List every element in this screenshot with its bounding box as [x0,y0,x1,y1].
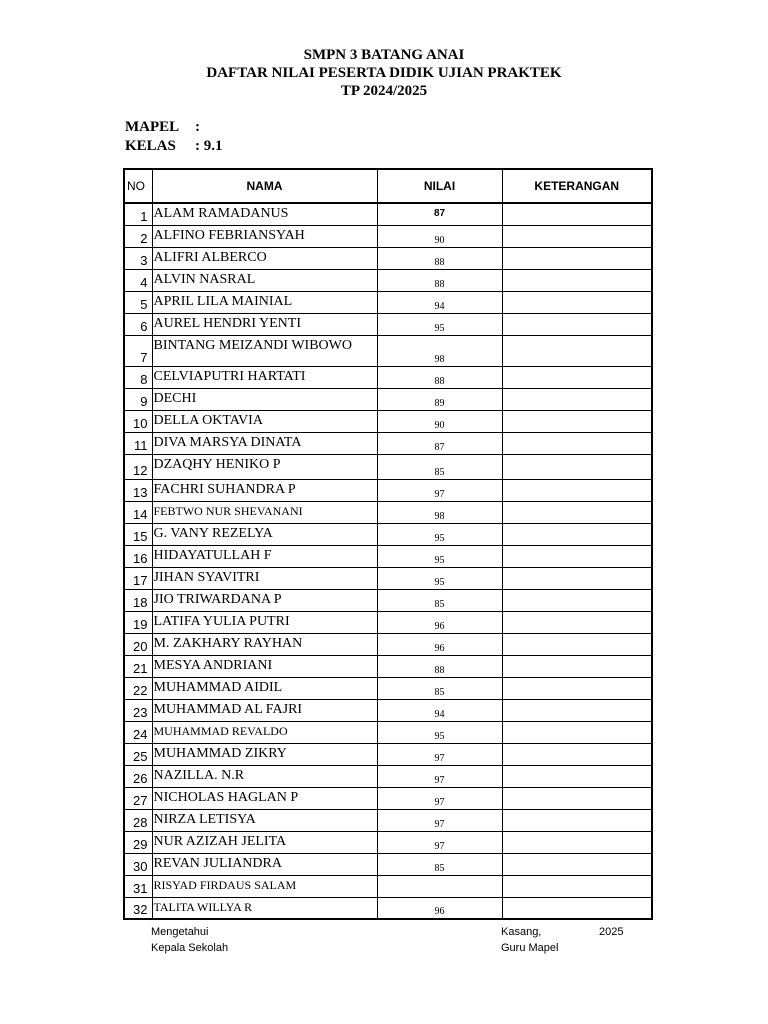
kelas-line [125,137,223,155]
row-number: 21 [124,655,152,677]
table-row [124,699,652,721]
student-name: FACHRI SUHANDRA P [152,479,377,501]
row-number: 24 [124,721,152,743]
table-row [124,809,652,831]
row-number: 4 [124,269,152,291]
row-number: 6 [124,313,152,335]
document-title: DAFTAR NILAI PESERTA DIDIK UJIAN PRAKTEK [206,65,562,81]
row-number: 27 [124,787,152,809]
student-name: DECHI [152,388,377,410]
student-remark [502,454,652,479]
student-name: RISYAD FIRDAUS SALAM [152,875,377,897]
header-no: NO [124,169,152,203]
student-name: REVAN JULIANDRA [152,853,377,875]
table-row [124,655,652,677]
table-row [124,410,652,432]
student-score: 85 [377,677,502,699]
row-number: 28 [124,809,152,831]
table-body [124,203,652,919]
student-remark [502,269,652,291]
student-remark [502,765,652,787]
student-score: 85 [377,853,502,875]
table-row [124,611,652,633]
table-row [124,567,652,589]
student-remark [502,432,652,454]
table-row [124,291,652,313]
footer-mengetahui: Mengetahui [151,926,209,938]
student-score [377,875,502,897]
student-remark [502,247,652,269]
table-row [124,203,652,225]
student-score: 97 [377,831,502,853]
row-number: 14 [124,501,152,523]
student-name: MUHAMMAD REVALDO [152,721,377,743]
student-score: 95 [377,313,502,335]
kelas-value: : 9.1 [195,138,223,154]
row-number: 26 [124,765,152,787]
row-number: 32 [124,897,152,919]
student-name: NAZILLA. N.R [152,765,377,787]
row-number: 10 [124,410,152,432]
table-row [124,523,652,545]
student-remark [502,291,652,313]
student-remark [502,655,652,677]
row-number: 25 [124,743,152,765]
student-score: 95 [377,721,502,743]
student-remark [502,313,652,335]
student-score: 88 [377,247,502,269]
header-nilai: NILAI [377,169,502,203]
table-row [124,831,652,853]
student-remark [502,410,652,432]
student-remark [502,203,652,225]
student-name: MUHAMMAD ZIKRY [152,743,377,765]
row-number: 30 [124,853,152,875]
row-number: 19 [124,611,152,633]
table-row [124,545,652,567]
student-score: 88 [377,655,502,677]
student-name: NICHOLAS HAGLAN P [152,787,377,809]
student-remark [502,721,652,743]
student-remark [502,897,652,919]
student-score: 94 [377,291,502,313]
student-remark [502,388,652,410]
student-score: 89 [377,388,502,410]
student-score: 96 [377,633,502,655]
student-remark [502,501,652,523]
student-name: APRIL LILA MAINIAL [152,291,377,313]
student-score: 96 [377,611,502,633]
grades-table [123,168,653,920]
student-score: 97 [377,787,502,809]
student-remark [502,875,652,897]
student-remark [502,633,652,655]
row-number: 3 [124,247,152,269]
student-name: DIVA MARSYA DINATA [152,432,377,454]
student-remark [502,853,652,875]
student-score: 97 [377,479,502,501]
student-name: MUHAMMAD AL FAJRI [152,699,377,721]
student-name: ALIFRI ALBERCO [152,247,377,269]
kelas-label: KELAS [125,138,176,154]
row-number: 29 [124,831,152,853]
mapel-value: : [195,119,200,135]
row-number: 5 [124,291,152,313]
student-name: ALVIN NASRAL [152,269,377,291]
student-name: MESYA ANDRIANI [152,655,377,677]
student-remark [502,611,652,633]
table-row [124,454,652,479]
table-row [124,366,652,388]
student-score: 98 [377,335,502,366]
row-number: 17 [124,567,152,589]
student-remark [502,787,652,809]
student-remark [502,589,652,611]
student-name: G. VANY REZELYA [152,523,377,545]
row-number: 8 [124,366,152,388]
table-header-row [124,169,652,203]
student-remark [502,809,652,831]
row-number: 18 [124,589,152,611]
table-row [124,501,652,523]
header-nama: NAMA [152,169,377,203]
student-score: 97 [377,809,502,831]
header-keterangan: KETERANGAN [502,169,652,203]
student-name: DZAQHY HENIKO P [152,454,377,479]
student-name: ALFINO FEBRIANSYAH [152,225,377,247]
table-row [124,765,652,787]
student-name: NIRZA LETISYA [152,809,377,831]
student-remark [502,366,652,388]
document-header [0,46,768,100]
row-number: 7 [124,335,152,366]
student-score: 85 [377,589,502,611]
footer-kepala-sekolah: Kepala Sekolah [151,942,229,954]
table-row [124,388,652,410]
student-score: 88 [377,366,502,388]
student-name: FEBTWO NUR SHEVANANI [152,501,377,523]
footer-year: 2025 [599,926,624,938]
student-score: 97 [377,743,502,765]
student-name: HIDAYATULLAH F [152,545,377,567]
table-row [124,897,652,919]
row-number: 11 [124,432,152,454]
student-name: ALAM RAMADANUS [152,203,377,225]
student-score: 90 [377,410,502,432]
row-number: 15 [124,523,152,545]
row-number: 1 [124,203,152,225]
table-row [124,432,652,454]
student-name: M. ZAKHARY RAYHAN [152,633,377,655]
row-number: 20 [124,633,152,655]
student-name: TALITA WILLYA R [152,897,377,919]
student-score: 95 [377,567,502,589]
student-remark [502,479,652,501]
student-remark [502,335,652,366]
table-row [124,589,652,611]
student-name: CELVIAPUTRI HARTATI [152,366,377,388]
school-name: SMPN 3 BATANG ANAI [303,47,465,63]
student-name: AUREL HENDRI YENTI [152,313,377,335]
table-row [124,269,652,291]
table-row [124,721,652,743]
student-score: 95 [377,545,502,567]
student-score: 94 [377,699,502,721]
student-remark [502,567,652,589]
row-number: 12 [124,454,152,479]
row-number: 13 [124,479,152,501]
table-row [124,875,652,897]
row-number: 9 [124,388,152,410]
student-remark [502,677,652,699]
mapel-line [125,118,200,136]
table-row [124,677,652,699]
table-row [124,225,652,247]
student-remark [502,225,652,247]
table-row [124,633,652,655]
table-row [124,313,652,335]
row-number: 22 [124,677,152,699]
mapel-label: MAPEL [125,119,180,135]
student-name: JIO TRIWARDANA P [152,589,377,611]
student-score: 87 [377,432,502,454]
student-score: 98 [377,501,502,523]
student-name: DELLA OKTAVIA [152,410,377,432]
student-remark [502,699,652,721]
student-remark [502,523,652,545]
student-name: BINTANG MEIZANDI WIBOWO [152,335,377,366]
table-row [124,335,652,366]
student-score: 95 [377,523,502,545]
student-score: 88 [377,269,502,291]
table-row [124,743,652,765]
row-number: 16 [124,545,152,567]
student-name: JIHAN SYAVITRI [152,567,377,589]
table-row [124,247,652,269]
student-score: 85 [377,454,502,479]
row-number: 2 [124,225,152,247]
student-remark [502,545,652,567]
row-number: 23 [124,699,152,721]
table-row [124,787,652,809]
row-number: 31 [124,875,152,897]
footer-guru-mapel: Guru Mapel [501,942,559,954]
student-name: NUR AZIZAH JELITA [152,831,377,853]
student-name: LATIFA YULIA PUTRI [152,611,377,633]
student-remark [502,743,652,765]
student-score: 97 [377,765,502,787]
student-score: 87 [377,203,502,225]
table-row [124,853,652,875]
school-year: TP 2024/2025 [340,83,428,99]
student-score: 96 [377,897,502,919]
student-remark [502,831,652,853]
table-row [124,479,652,501]
student-name: MUHAMMAD AIDIL [152,677,377,699]
student-score: 90 [377,225,502,247]
footer-place: Kasang, [501,926,542,938]
